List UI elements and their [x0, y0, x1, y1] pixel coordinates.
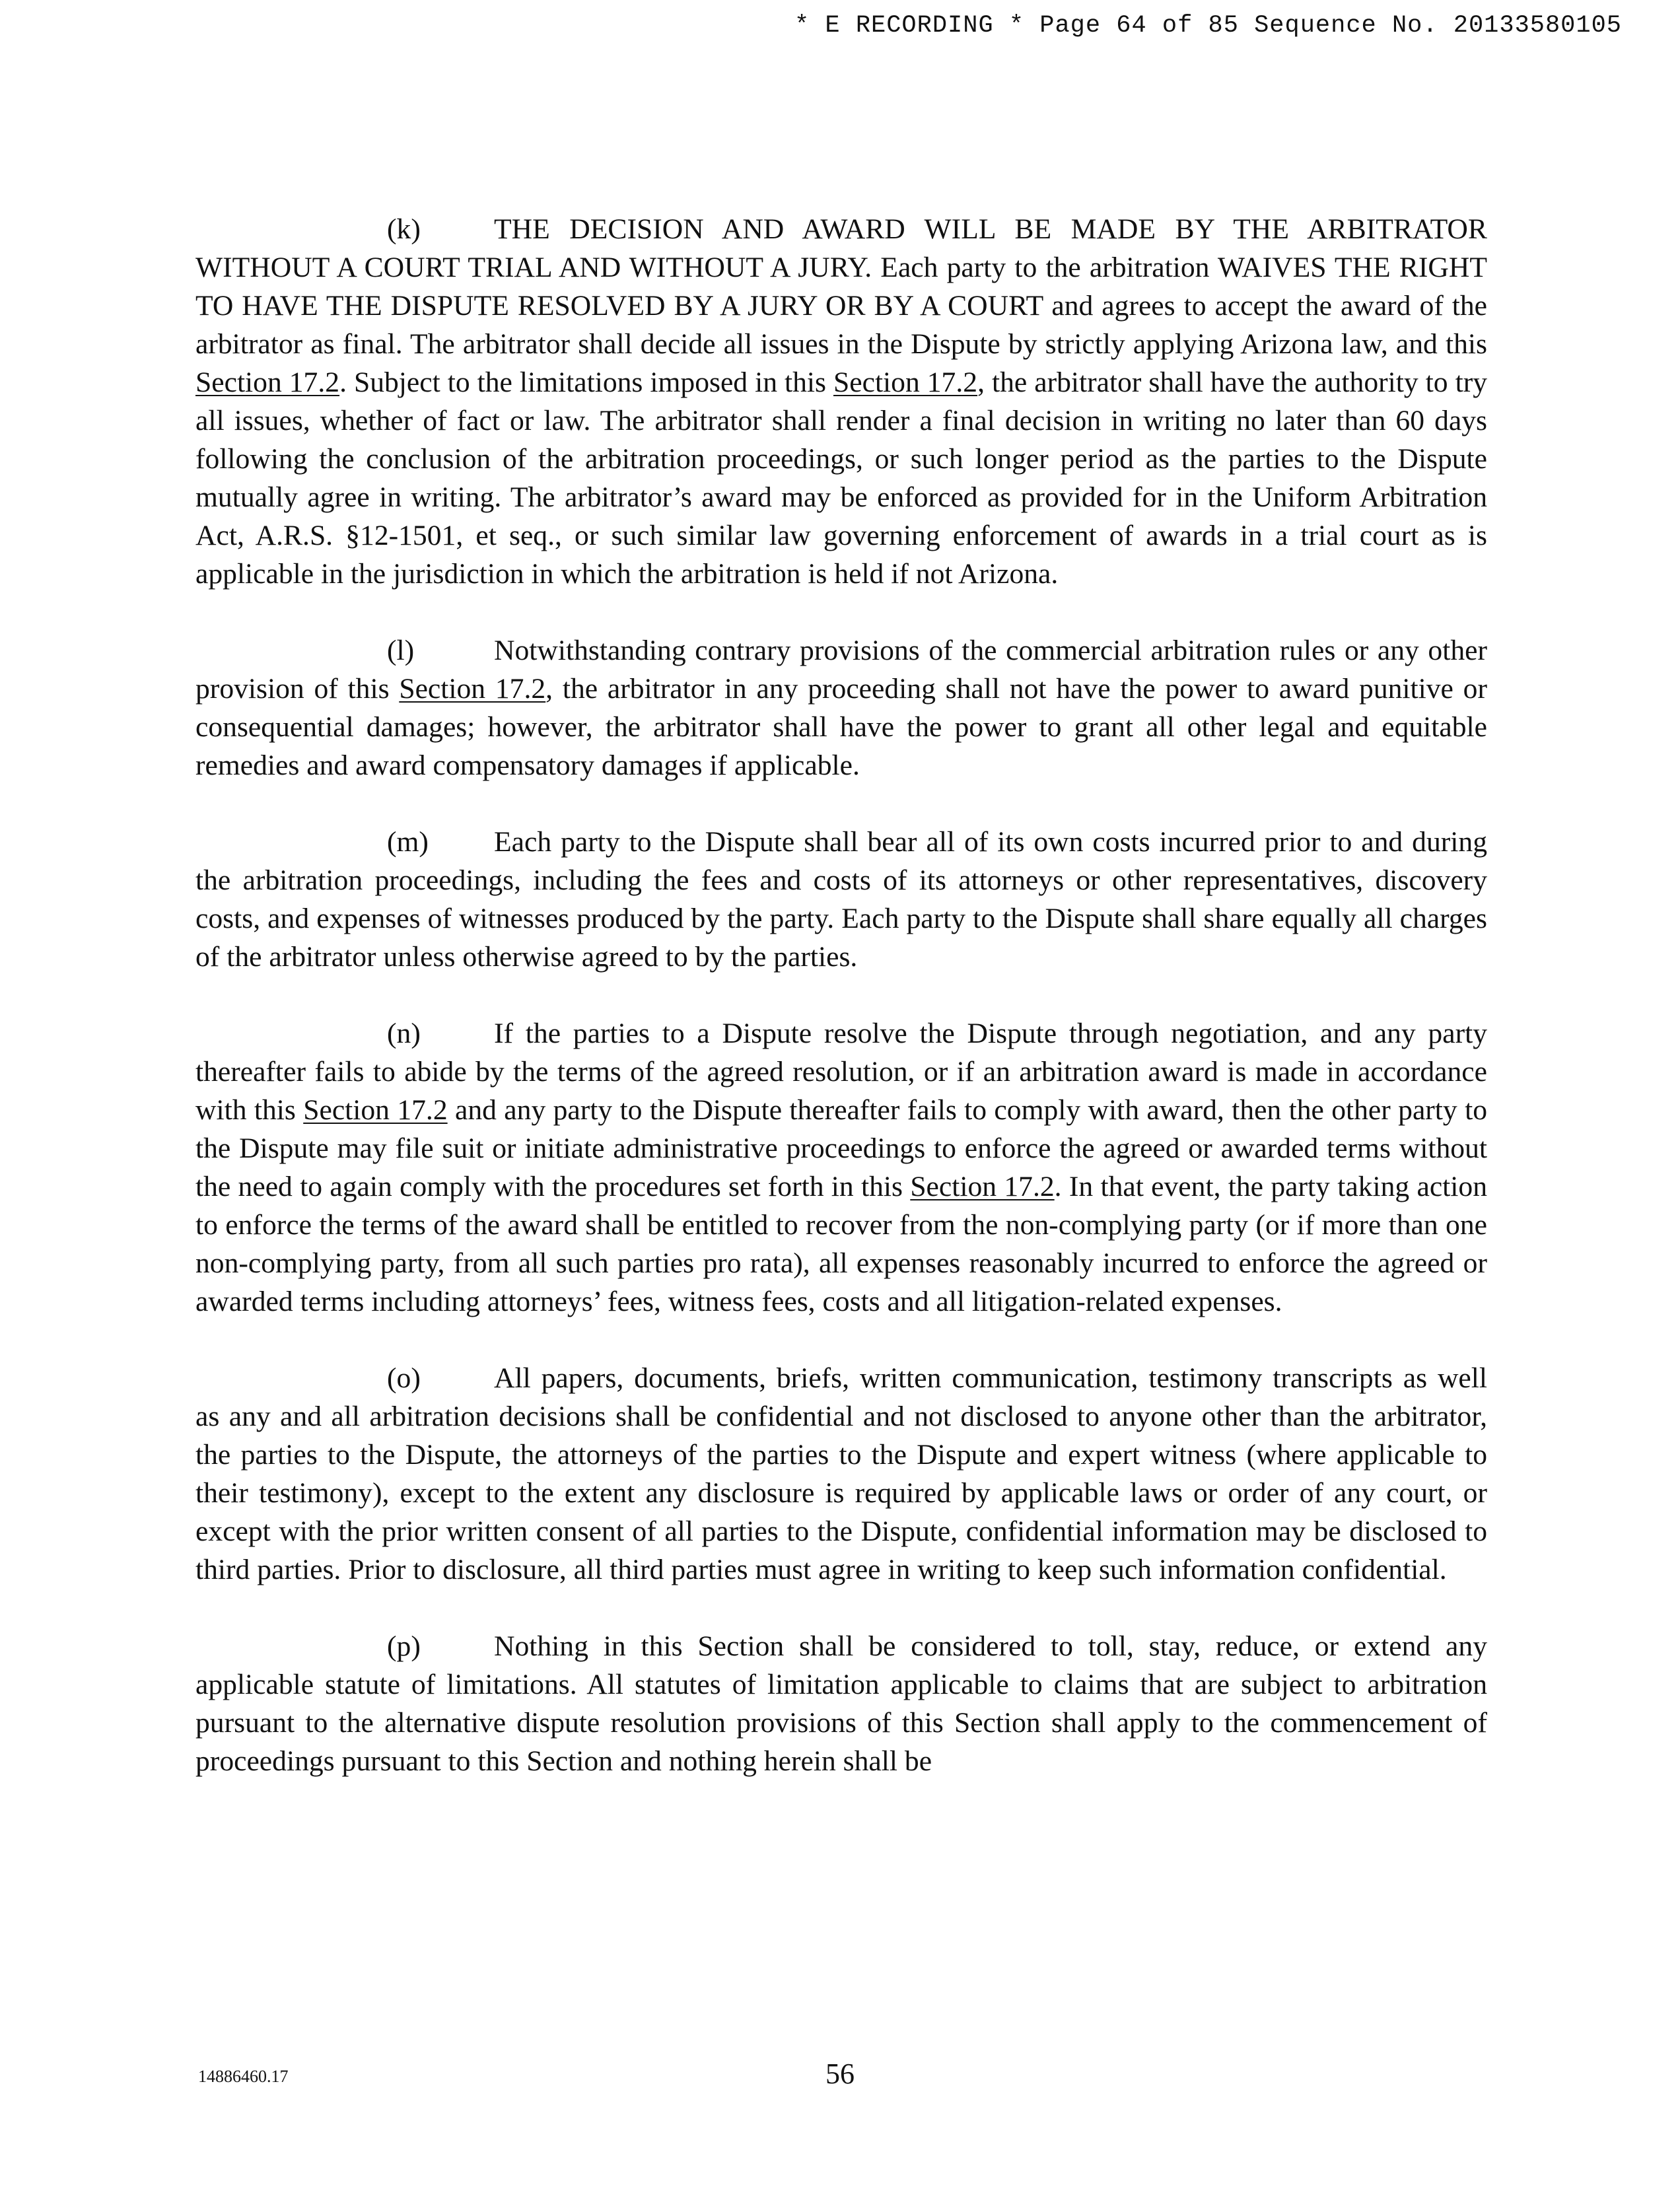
- section-reference: Section 17.2: [399, 673, 546, 705]
- paragraph-text: Nothing in this Section shall be considered to toll, stay, reduce, or extend any applicable statute of limitations. All statutes of limitation applicable to claims that are subject to arbitration pursuant to the alternative dispute resolution provisions of this Section shall apply to the commencement of proceedings pursuant to this Section and nothing herein shall be: [195, 1630, 1487, 1777]
- paragraph-text: . Subject to the limitations imposed in this: [339, 366, 833, 398]
- paragraph-n: [195, 1014, 1487, 1321]
- page-number: 56: [825, 2058, 855, 2090]
- paragraph-k: [195, 210, 1487, 593]
- paragraph-p: [195, 1627, 1487, 1780]
- paragraph-text: . In that event, the party taking action to enforce the terms of the award shall be entitled to recover from the non-complying party (or if more than one non-complying party, from all such parties pro rata), all expenses reasonably incurred to enforce the agreed or awarded terms including attorneys’ fees, witness fees, costs and all litigation-related expenses.: [195, 1171, 1487, 1317]
- paragraph-label: (o): [387, 1362, 421, 1394]
- paragraph-o: [195, 1359, 1487, 1589]
- paragraph-text: and any party to the Dispute thereafter fails to comply with award, then the other party to the Dispute may file suit or initiate administrative proceedings to enforce the agreed or awarded terms without the need to again comply with the procedures set forth in this: [195, 1094, 1487, 1202]
- paragraph-label: (k): [387, 213, 421, 245]
- paragraph-label: (l): [387, 635, 415, 666]
- paragraph-label: (p): [387, 1630, 421, 1662]
- paragraph-text: Each party to the Dispute shall bear all of its own costs incurred prior to and during the arbitration proceedings, including the fees and costs of its attorneys or other representatives, discovery costs, and expenses of witnesses produced by the party. Each party to the Dispute shall share equally all charges of the arbitrator unless otherwise agreed to by the parties.: [195, 826, 1487, 973]
- section-reference: Section 17.2: [303, 1094, 448, 1126]
- paragraph-text: THE DECISION AND AWARD WILL BE MADE BY THE ARBITRATOR WITHOUT A COURT TRIAL AND WITHOUT A JURY. Each party to the arbitration WAIVES THE RIGHT TO HAVE THE DISPUTE RESOLVED BY A JURY OR BY A COURT and agrees to accept the award of the arbitrator as final. The arbitrator shall decide all issues in the Dispute by strictly applying Arizona law, and this: [195, 213, 1487, 360]
- section-reference: Section 17.2: [910, 1171, 1055, 1202]
- document-id-footer: 14886460.17: [198, 2067, 289, 2086]
- recording-stamp-header: * E RECORDING * Page 64 of 85 Sequence No. 20133580105: [794, 12, 1622, 40]
- paragraph-label: (m): [387, 826, 429, 858]
- paragraph-label: (n): [387, 1018, 421, 1049]
- section-reference: Section 17.2: [195, 366, 340, 398]
- paragraph-l: [195, 631, 1487, 784]
- paragraph-text: Notwithstanding contrary provisions of the commercial arbitration rules or any other provision of this: [195, 635, 1487, 705]
- paragraph-text: All papers, documents, briefs, written communication, testimony transcripts as well as any and all arbitration decisions shall be confidential and not disclosed to anyone other than the arbitrator, the parties to the Dispute, the attorneys of the parties to the Dispute and expert witness (where applicable to their testimony), except to the extent any disclosure is required by applicable laws or order of any court, or except with the prior written consent of all parties to the Dispute, confidential information may be disclosed to third parties. Prior to disclosure, all third parties must agree in writing to keep such information confidential.: [195, 1362, 1487, 1585]
- paragraph-m: [195, 823, 1487, 976]
- paragraph-text: If the parties to a Dispute resolve the Dispute through negotiation, and any party thereafter fails to abide by the terms of the agreed resolution, or if an arbitration award is made in accordance with this: [195, 1018, 1487, 1126]
- document-body: [195, 210, 1487, 1819]
- paragraph-text: , the arbitrator shall have the authority to try all issues, whether of fact or law. The arbitrator shall render a final decision in writing no later than 60 days following the conclusion of the arbitration proceedings, or such longer period as the parties to the Dispute mutually agree in writing. The arbitrator’s award may be enforced as provided for in the Uniform Arbitration Act, A.R.S. §12-1501, et seq., or such similar law governing enforcement of awards in a trial court as is applicable in the jurisdiction in which the arbitration is held if not Arizona.: [195, 366, 1488, 590]
- paragraph-text: , the arbitrator in any proceeding shall not have the power to award punitive or consequential damages; however, the arbitrator shall have the power to grant all other legal and equitable remedies and award compensatory damages if applicable.: [195, 673, 1487, 781]
- section-reference: Section 17.2: [833, 366, 978, 398]
